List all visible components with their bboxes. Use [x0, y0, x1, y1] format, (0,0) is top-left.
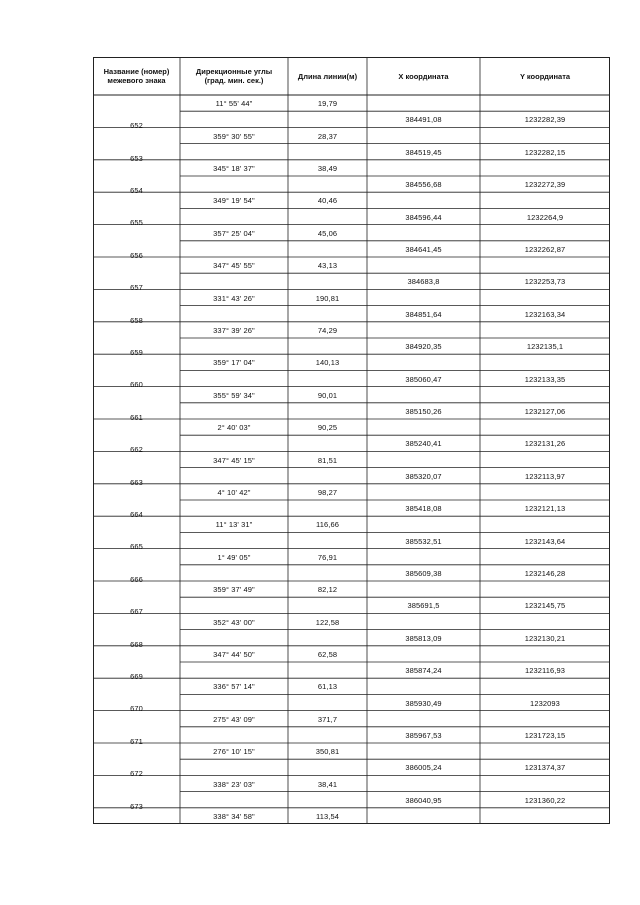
- segment-angle: 338° 34' 58": [213, 812, 255, 821]
- point-name: 654: [130, 185, 143, 195]
- point-name: 660: [130, 380, 143, 390]
- segment-angle: 359° 37' 49": [213, 585, 255, 595]
- segment-angle: 359° 17' 04": [213, 358, 255, 368]
- segment-angle: 275° 43' 09": [213, 714, 255, 724]
- point-name: 668: [130, 639, 143, 649]
- segment-angle: 357° 25' 04": [213, 228, 255, 238]
- point-y: 1232131,26: [524, 439, 566, 449]
- segment-length: 38,41: [317, 779, 338, 789]
- segment-angle: 276° 10' 15": [213, 747, 255, 757]
- point-x: 385874,24: [405, 666, 442, 676]
- point-x: 384596,44: [405, 212, 442, 222]
- segment-angle: 345° 18' 37": [213, 164, 255, 173]
- point-y: 1231374,37: [524, 763, 566, 773]
- point-name: 665: [130, 542, 143, 552]
- point-y: 1232262,87: [524, 245, 566, 254]
- segment-length: 61,13: [317, 682, 338, 692]
- point-name: 669: [130, 671, 143, 681]
- point-x: 386005,24: [405, 763, 442, 773]
- segment-length: 38,49: [317, 164, 338, 173]
- segment-length: 113,54: [316, 812, 339, 821]
- segment-angle: 331° 43' 26": [213, 293, 255, 303]
- point-x: 385609,38: [405, 569, 442, 578]
- point-y: 1232127,06: [524, 407, 566, 416]
- point-name: 667: [130, 607, 143, 617]
- segment-angle: 352° 43' 00": [213, 617, 255, 627]
- point-name: 670: [130, 704, 143, 714]
- point-name: 661: [130, 412, 143, 422]
- segment-length: 371,7: [317, 714, 338, 724]
- point-x: 385532,51: [405, 536, 442, 546]
- segment-angle: 355° 59' 34": [213, 390, 255, 400]
- point-x: 386040,95: [405, 795, 442, 805]
- point-x: 384519,45: [405, 147, 442, 157]
- point-y: 1232093: [530, 698, 560, 708]
- point-x: 384683,8: [407, 277, 440, 287]
- point-x: 385967,53: [405, 731, 442, 740]
- point-name: 659: [130, 347, 143, 357]
- segment-angle: 347° 45' 15": [213, 455, 255, 465]
- segment-length: 190,81: [315, 293, 340, 303]
- point-name: 673: [130, 801, 143, 811]
- point-x: 384641,45: [405, 245, 442, 254]
- point-y: 1232146,28: [524, 569, 566, 578]
- point-name: 664: [130, 509, 143, 519]
- segment-length: 19,79: [317, 99, 338, 109]
- point-x: 385418,08: [405, 504, 442, 514]
- header-x: X координата: [398, 71, 449, 81]
- point-y: 1232272,39: [524, 180, 566, 190]
- segment-length: 82,12: [317, 585, 338, 595]
- point-name: 652: [130, 121, 143, 131]
- point-y: 1232163,34: [524, 309, 566, 319]
- point-x: 384556,68: [405, 180, 442, 190]
- segment-length: 140,13: [315, 358, 340, 368]
- header-y: Y координата: [519, 71, 571, 81]
- point-name: 671: [130, 736, 143, 746]
- point-y: 1232116,93: [524, 666, 566, 676]
- point-y: 1232121,13: [524, 504, 566, 514]
- point-x: 385813,09: [405, 633, 442, 643]
- header-angle: Дирекционные углы (град. мин. сек.): [195, 67, 273, 85]
- segment-angle: 4° 10' 42": [217, 488, 251, 497]
- point-name: 657: [130, 283, 143, 293]
- segment-length: 81,51: [317, 455, 338, 465]
- point-x: 384920,35: [405, 342, 442, 352]
- point-y: 1232282,39: [524, 115, 566, 125]
- coordinates-table: [93, 57, 610, 824]
- point-y: 1232133,35: [524, 374, 566, 384]
- segment-length: 62,58: [317, 650, 338, 659]
- segment-length: 90,01: [317, 390, 338, 400]
- segment-angle: 347° 45' 55": [213, 261, 255, 271]
- segment-length: 350,81: [315, 747, 340, 757]
- header-name: Название (номер) межевого знака: [103, 67, 170, 85]
- point-y: 1232264,9: [526, 212, 564, 222]
- segment-length: 43,13: [317, 261, 338, 271]
- segment-angle: 337° 39' 26": [213, 326, 255, 335]
- segment-angle: 338° 23' 03": [213, 779, 255, 789]
- point-x: 384491,08: [405, 115, 442, 125]
- point-name: 653: [130, 153, 143, 163]
- point-x: 385150,26: [405, 407, 442, 416]
- point-y: 1232282,15: [524, 147, 566, 157]
- segment-length: 45,06: [317, 228, 338, 238]
- segment-length: 90,25: [317, 423, 338, 433]
- point-name: 662: [130, 445, 143, 455]
- segment-angle: 359° 30' 55": [213, 131, 255, 141]
- point-name: 672: [130, 769, 143, 779]
- point-name: 656: [130, 250, 143, 260]
- header-length: Длина линии(м): [297, 71, 358, 81]
- segment-length: 74,29: [317, 326, 338, 335]
- segment-angle: 11° 13' 31": [215, 520, 253, 530]
- segment-angle: 2° 40' 03": [217, 423, 251, 433]
- point-y: 1232130,21: [524, 633, 566, 643]
- point-name: 666: [130, 574, 143, 584]
- point-y: 1232253,73: [524, 277, 566, 287]
- segment-length: 40,46: [317, 196, 338, 206]
- segment-length: 122,58: [315, 617, 340, 627]
- segment-length: 76,91: [317, 552, 338, 562]
- segment-length: 98,27: [317, 488, 338, 497]
- point-x: 385240,41: [405, 439, 442, 449]
- point-y: 1231360,22: [524, 795, 566, 805]
- point-y: 1232143,64: [524, 536, 566, 546]
- segment-angle: 349° 19' 54": [213, 196, 255, 206]
- point-name: 663: [130, 477, 143, 487]
- point-x: 385060,47: [405, 374, 442, 384]
- segment-angle: 336° 57' 14": [213, 682, 255, 692]
- segment-length: 28,37: [317, 131, 338, 141]
- point-x: 385691,5: [407, 601, 440, 611]
- point-name: 655: [130, 218, 143, 228]
- point-x: 384851,64: [405, 309, 442, 319]
- segment-angle: 1° 49' 05": [217, 552, 251, 562]
- segment-angle: 347° 44' 50": [213, 650, 255, 659]
- point-x: 385930,49: [405, 698, 442, 708]
- point-y: 1232113,97: [524, 471, 566, 481]
- point-x: 385320,07: [405, 471, 442, 481]
- point-y: 1231723,15: [524, 731, 566, 740]
- point-y: 1232145,75: [524, 601, 566, 611]
- point-name: 658: [130, 315, 143, 325]
- segment-length: 116,66: [316, 520, 339, 530]
- point-y: 1232135,1: [526, 342, 564, 352]
- segment-angle: 11° 55' 44": [215, 99, 253, 109]
